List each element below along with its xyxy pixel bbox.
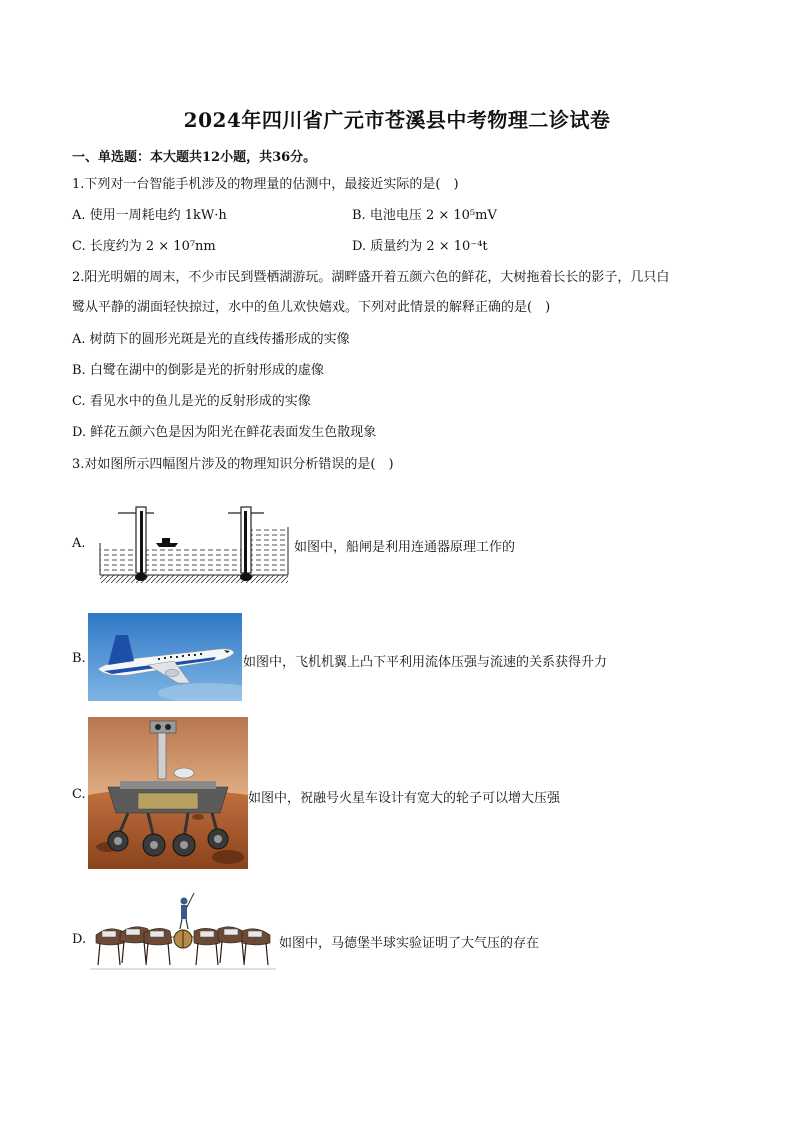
q2-option-a: A. 树荫下的圆形光斑是光的直线传播形成的实像 [72,332,350,347]
q3-option-c-label: C. [72,787,86,802]
q3-option-b-label: B. [72,651,86,666]
magdeburg-hemispheres-illustration [88,885,278,990]
canal-lock-diagram [96,503,292,585]
q1-option-b: B. 电池电压 2 × 10⁵mV [352,208,497,223]
q3-option-b-caption: 如图中，飞机机翼上凸下平利用流体压强与流速的关系获得升力 [243,655,608,670]
question-2-stem-line1: 2.阳光明媚的周末，不少市民到暨栖湖游玩。湖畔盛开着五颜六色的鲜花，大树拖着长长的影子，几只白 [72,270,670,285]
q3-option-d-label: D. [72,932,87,947]
mars-rover-photo [88,717,248,869]
q2-option-b: B. 白鹭在湖中的倒影是光的折射形成的虚像 [72,363,324,378]
section-heading: 一、单选题：本大题共12小题，共36分。 [72,150,317,165]
question-1-stem: 1.下列对一台智能手机涉及的物理量的估测中，最接近实际的是( ) [72,177,459,192]
q2-option-d: D. 鲜花五颜六色是因为阳光在鲜花表面发生色散现象 [72,425,377,440]
q3-option-d-caption: 如图中，马德堡半球实验证明了大气压的存在 [279,936,540,951]
airplane-photo [88,613,242,701]
q2-option-c: C. 看见水中的鱼儿是光的反射形成的实像 [72,394,311,409]
q3-option-a-label: A. [72,536,86,551]
q3-option-a-caption: 如图中，船闸是利用连通器原理工作的 [294,540,516,555]
q3-option-c-caption: 如图中，祝融号火星车设计有宽大的轮子可以增大压强 [248,791,561,806]
q1-option-d: D. 质量约为 2 × 10⁻⁴t [352,239,488,254]
page-title: 2024年四川省广元市苍溪县中考物理二诊试卷 [183,108,611,132]
question-3-stem: 3.对如图所示四幅图片涉及的物理知识分析错误的是( ) [72,457,394,472]
question-2-stem-line2: 鹭从平静的湖面轻快掠过，水中的鱼儿欢快嬉戏。下列对此情景的解释正确的是( ) [72,300,551,315]
q1-option-a: A. 使用一周耗电约 1kW·h [72,208,227,223]
q1-option-c: C. 长度约为 2 × 10⁷nm [72,239,216,254]
